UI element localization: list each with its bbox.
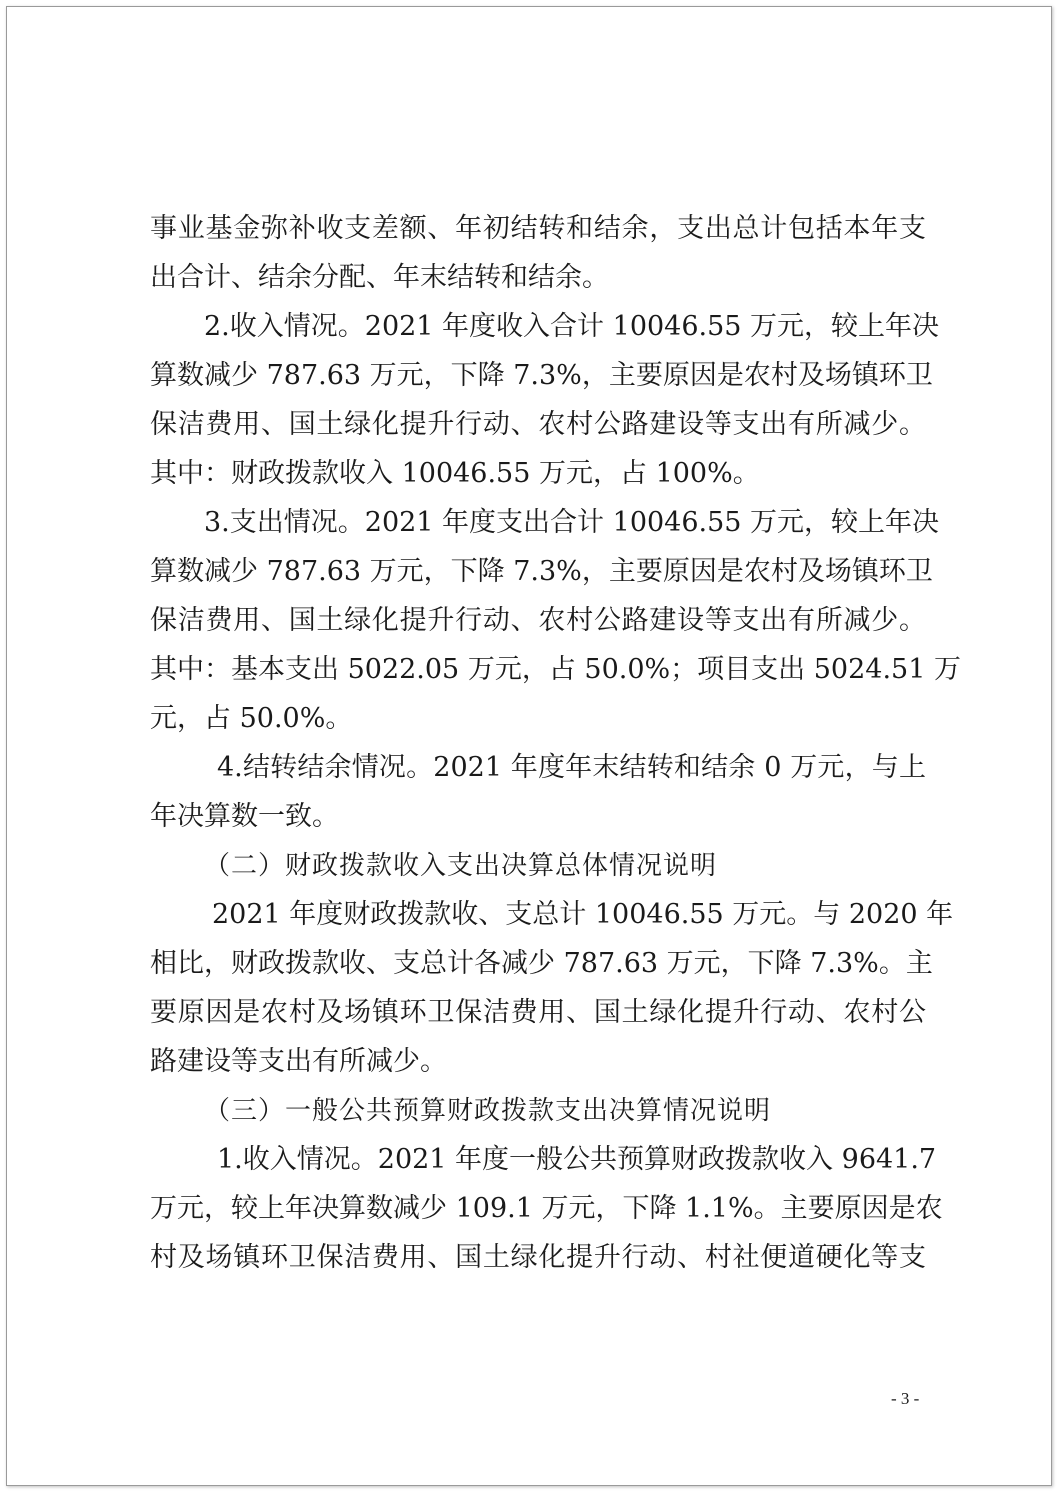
text-line: 保洁费用、国土绿化提升行动、农村公路建设等支出有所减少。 [150,409,926,440]
document-page [6,6,1052,1486]
text-line: 万元，较上年决算数减少 109.1 万元，下降 1.1%。主要原因是农 [150,1193,943,1224]
text-line: 出合计、结余分配、年末结转和结余。 [150,262,609,293]
text-line: 2021 年度财政拨款收、支总计 10046.55 万元。与 2020 年 [212,899,954,930]
text-line: 事业基金弥补收支差额、年初结转和结余，支出总计包括本年支 [150,213,926,244]
text-line: 年决算数一致。 [150,801,339,832]
text-line: 相比，财政拨款收、支总计各减少 787.63 万元，下降 7.3%。主 [150,948,933,979]
text-line: 算数减少 787.63 万元，下降 7.3%，主要原因是农村及场镇环卫 [150,556,933,587]
section-heading: （二）财政拨款收入支出决算总体情况说明 [204,851,718,881]
text-line: 路建设等支出有所减少。 [150,1046,447,1077]
section-heading: （三）一般公共预算财政拨款支出决算情况说明 [204,1096,772,1126]
text-line: 要原因是农村及场镇环卫保洁费用、国土绿化提升行动、农村公 [150,997,926,1028]
text-line: 元，占 50.0%。 [150,703,353,734]
page-number: - 3 - [891,1389,920,1408]
text-line: 2.收入情况。2021 年度收入合计 10046.55 万元，较上年决 [204,311,940,342]
text-line: 其中：基本支出 5022.05 万元，占 50.0%；项目支出 5024.51 万 [150,654,961,685]
text-line: 保洁费用、国土绿化提升行动、农村公路建设等支出有所减少。 [150,605,926,636]
text-line: 4.结转结余情况。2021 年度年末结转和结余 0 万元，与上 [217,752,926,783]
text-line: 1.收入情况。2021 年度一般公共预算财政拨款收入 9641.7 [217,1144,937,1175]
text-line: 3.支出情况。2021 年度支出合计 10046.55 万元，较上年决 [204,507,940,538]
text-line: 村及场镇环卫保洁费用、国土绿化提升行动、村社便道硬化等支 [150,1242,926,1273]
text-line: 其中：财政拨款收入 10046.55 万元，占 100%。 [150,458,760,489]
text-line: 算数减少 787.63 万元，下降 7.3%，主要原因是农村及场镇环卫 [150,360,933,391]
